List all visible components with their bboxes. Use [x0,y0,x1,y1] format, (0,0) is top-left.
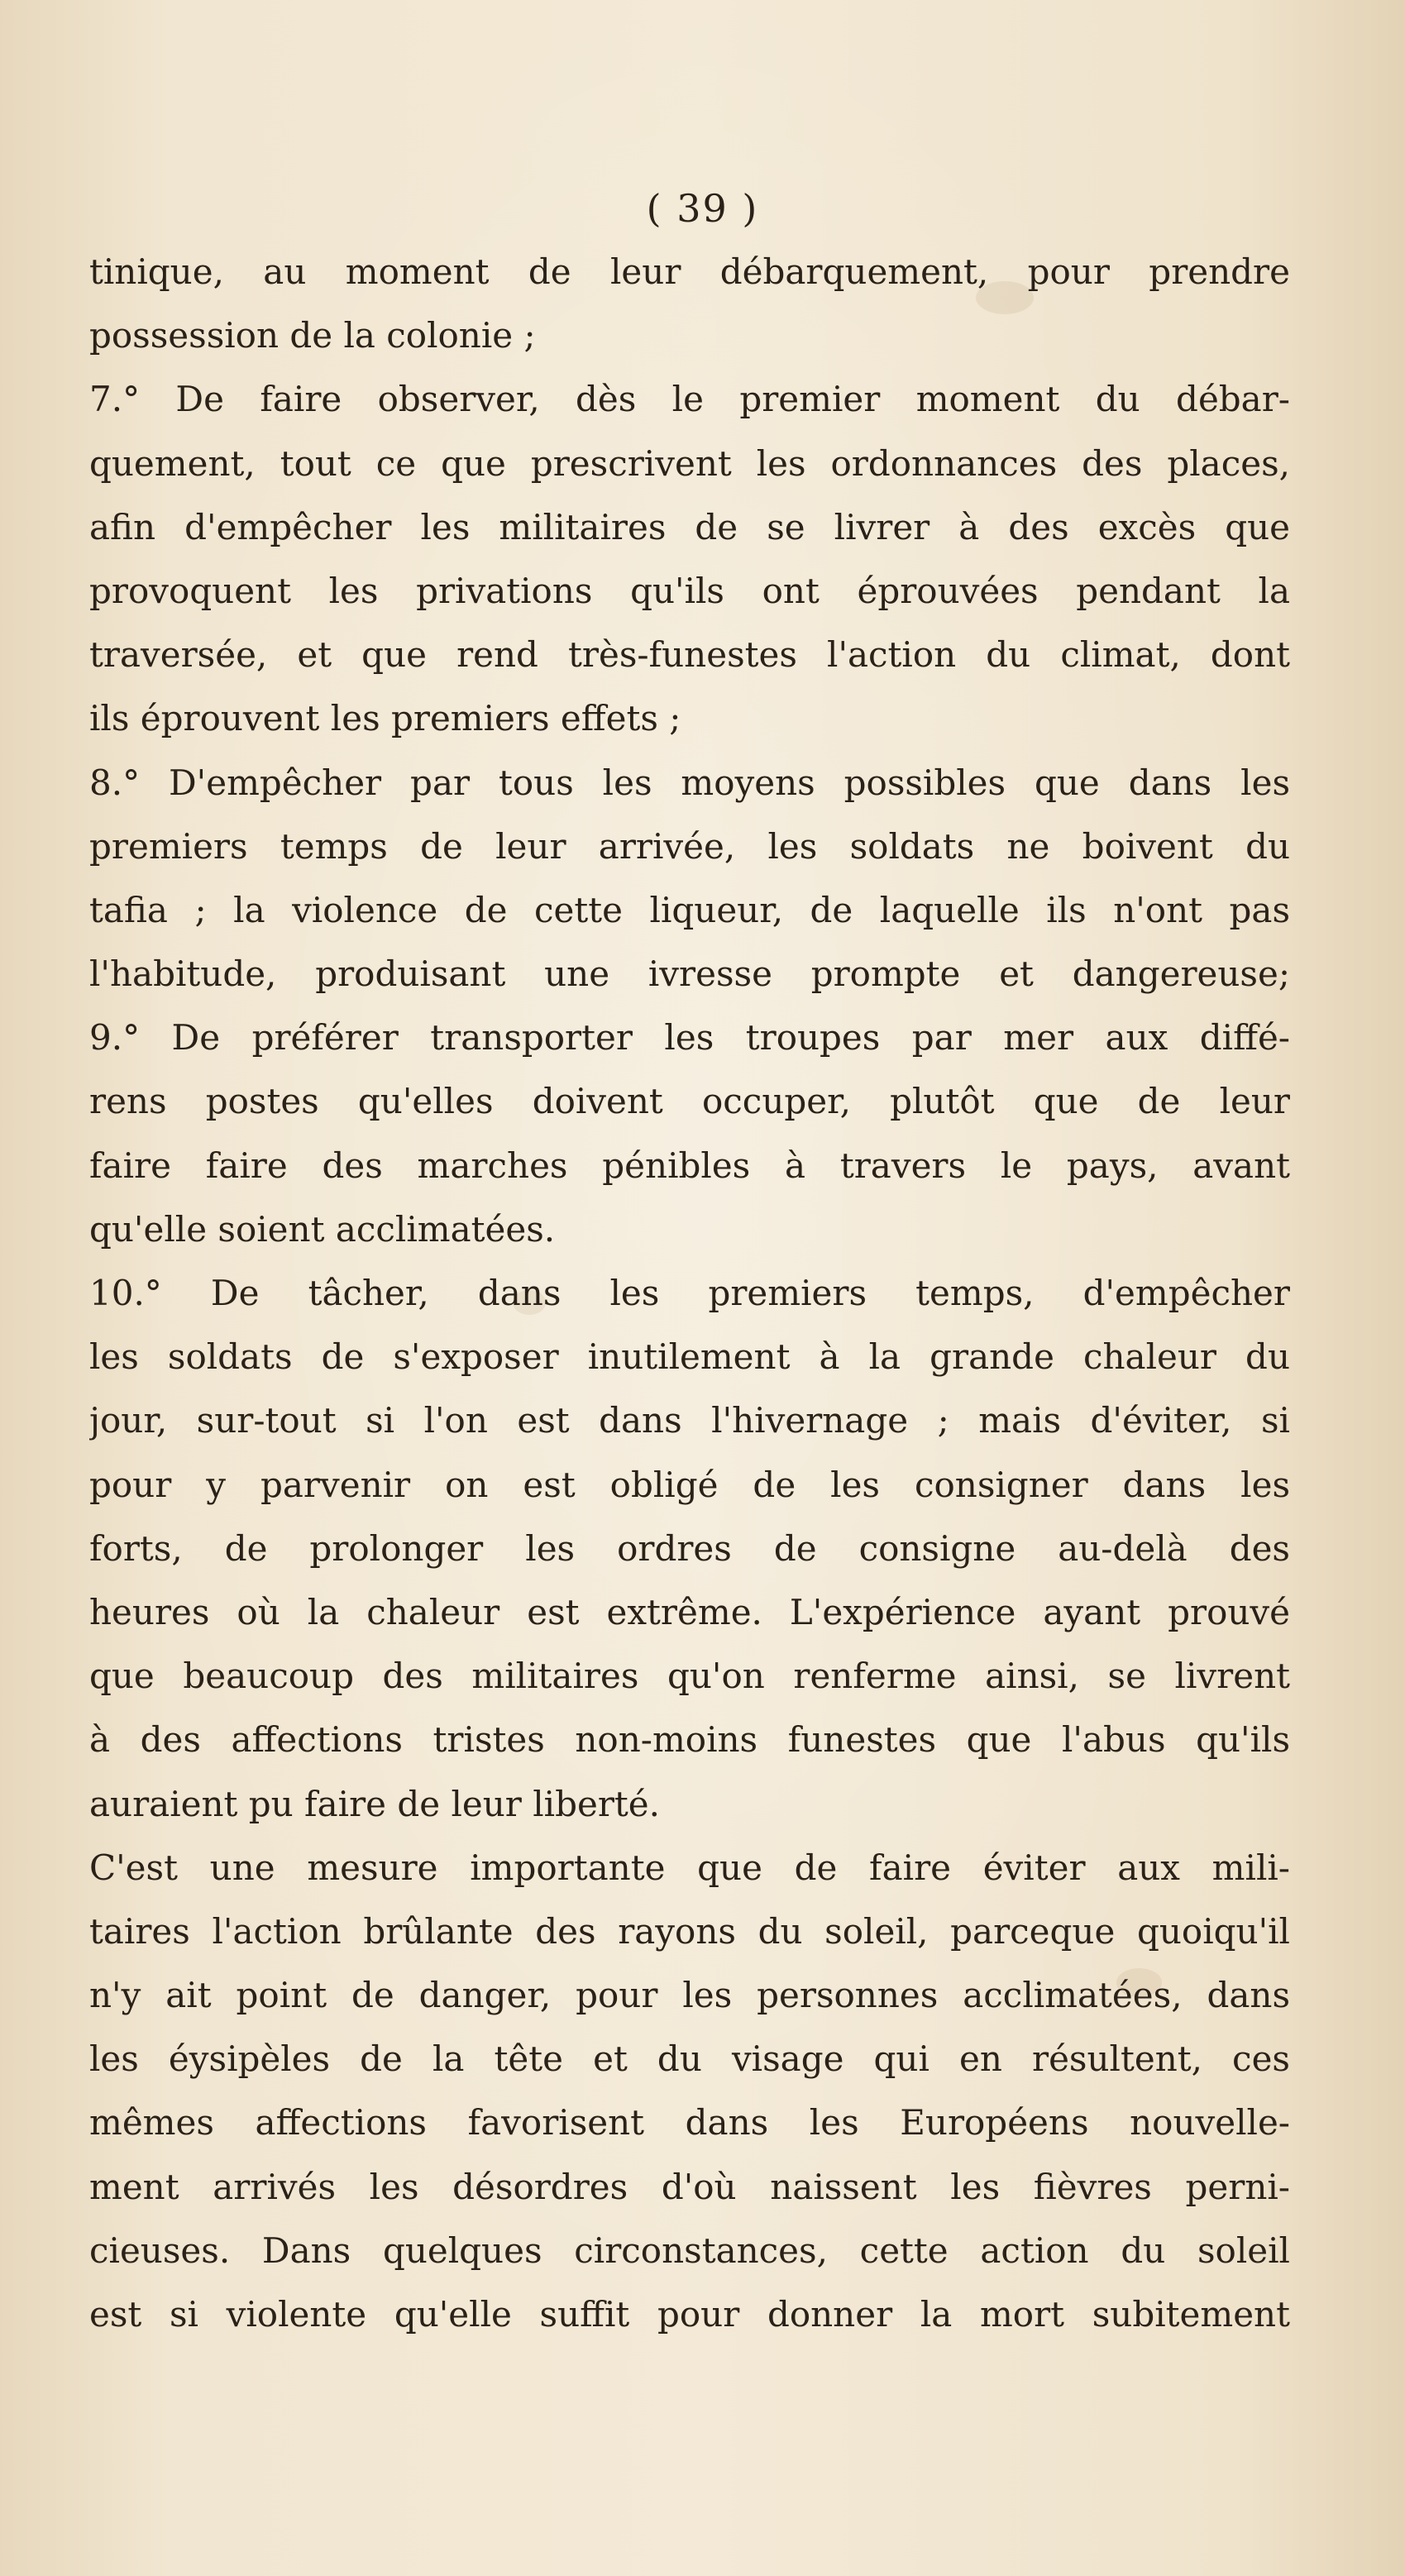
text-line: premiers temps de leur arrivée, les soldats ne boivent du [89,825,1290,867]
text-line: C'est une mesure importante que de faire éviter aux mili- [89,1847,1290,1888]
text-line: à des affections tristes non-moins funestes que l'abus qu'ils [89,1719,1290,1761]
text-line: rens postes qu'elles doivent occuper, plutôt que de leur [89,1081,1290,1122]
text-line: ils éprouvent les premiers effets ; [89,698,681,739]
text-line: faire faire des marches pénibles à travers le pays, avant [89,1145,1290,1186]
text-line: cieuses. Dans quelques circonstances, cette action du soleil [89,2230,1290,2271]
text-line: 7.° De faire observer, dès le premier moment du débar- [89,379,1290,420]
text-line: possession de la colonie ; [89,315,536,356]
text-line: provoquent les privations qu'ils ont éprouvées pendant la [89,570,1290,611]
text-line: tinique, au moment de leur débarquement, pour prendre [89,251,1290,292]
text-line: heures où la chaleur est extrême. L'expérience ayant prouvé [89,1591,1290,1632]
text-line: 8.° D'empêcher par tous les moyens possibles que dans les [89,762,1290,803]
text-line: tafia ; la violence de cette liqueur, de laquelle ils n'ont pas [89,889,1290,930]
text-line: quement, tout ce que prescrivent les ordonnances des places, [89,442,1290,484]
text-line: est si violente qu'elle suffit pour donner la mort subitement [89,2294,1290,2335]
page-number: ( 39 ) [646,186,759,231]
text-line: auraient pu faire de leur liberté. [89,1783,660,1824]
text-line: forts, de prolonger les ordres de consigne au-delà des [89,1527,1290,1569]
text-line: 9.° De préférer transporter les troupes par mer aux diffé- [89,1017,1290,1059]
text-line: que beaucoup des militaires qu'on renferme ainsi, se livrent [89,1656,1290,1697]
body-text [89,240,1290,2346]
text-line: l'habitude, produisant une ivresse prompte et dangereuse; [89,953,1290,995]
text-line: jour, sur-tout si l'on est dans l'hivernage ; mais d'éviter, si [89,1400,1290,1441]
text-line: les soldats de s'exposer inutilement à la grande chaleur du [89,1336,1290,1378]
text-line: afin d'empêcher les militaires de se livrer à des excès que [89,506,1290,547]
text-line: pour y parvenir on est obligé de les consigner dans les [89,1464,1290,1505]
text-line: mêmes affections favorisent dans les Européens nouvelle- [89,2102,1290,2143]
text-line: 10.° De tâcher, dans les premiers temps, d'empêcher [89,1273,1290,1313]
text-line: traversée, et que rend très-funestes l'action du climat, dont [89,634,1290,676]
text-line: qu'elle soient acclimatées. [89,1208,556,1250]
text-line: taires l'action brûlante des rayons du soleil, parceque quoiqu'il [89,1910,1290,1952]
text-line: ment arrivés les désordres d'où naissent les fièvres perni- [89,2166,1290,2207]
text-line: n'y ait point de danger, pour les personnes acclimatées, dans [89,1975,1290,2016]
text-line: les éysipèles de la tête et du visage qui en résultent, ces [89,2038,1290,2080]
